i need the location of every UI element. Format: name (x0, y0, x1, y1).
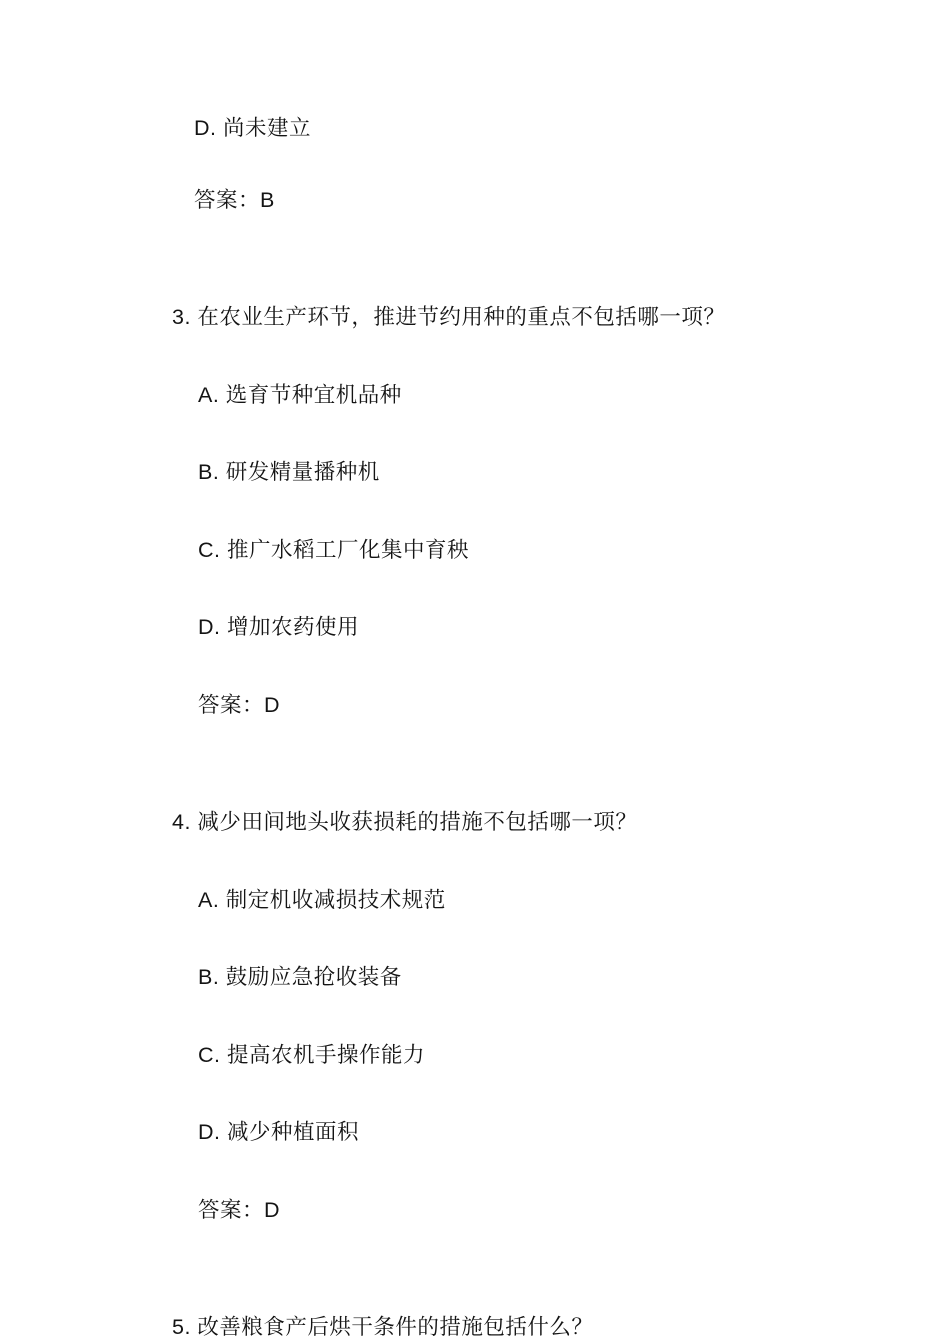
block-gap (172, 716, 800, 812)
line-gap (172, 561, 800, 617)
question-4-option-d: D. 减少种植面积 (198, 1120, 359, 1144)
line-gap (172, 484, 800, 540)
line-gap (172, 834, 800, 890)
question-3-option-d: D. 增加农药使用 (198, 615, 359, 639)
question-4-stem: 4. 减少田间地头收获损耗的措施不包括哪一项？ (172, 810, 638, 834)
question-5 (172, 1317, 800, 1339)
question-3-option-a: A. 选育节种宜机品种 (198, 382, 402, 407)
question-4 (172, 812, 800, 1221)
continued-answer: 答案：B (194, 187, 275, 212)
question-3-option-c: C. 推广水稻工厂化集中育秧 (198, 537, 469, 562)
line-gap (172, 1144, 800, 1200)
question-4-option-c: C. 提高农机手操作能力 (198, 1042, 425, 1067)
line-gap (172, 639, 800, 695)
continued-option-d: D. 尚未建立 (194, 116, 311, 140)
question-5-stem: 5. 改善粮食产后烘干条件的措施包括什么？ (172, 1315, 594, 1339)
block-gap (172, 1221, 800, 1317)
line-gap (172, 406, 800, 462)
question-4-option-b: B. 鼓励应急抢收装备 (198, 965, 402, 989)
line-gap (172, 911, 800, 967)
question-3-answer: 答案：D (198, 692, 281, 717)
question-3-stem: 3. 在农业生产环节，推进节约用种的重点不包括哪一项？ (172, 305, 726, 329)
question-3 (172, 307, 800, 716)
question-3-option-b: B. 研发精量播种机 (198, 460, 380, 484)
line-gap (172, 140, 800, 190)
line-gap (172, 989, 800, 1045)
question-4-answer: 答案：D (198, 1197, 281, 1222)
block-gap (172, 211, 800, 307)
document-body (172, 118, 800, 1339)
question-4-option-a: A. 制定机收减损技术规范 (198, 887, 446, 912)
line-gap (172, 1066, 800, 1122)
line-gap (172, 329, 800, 385)
